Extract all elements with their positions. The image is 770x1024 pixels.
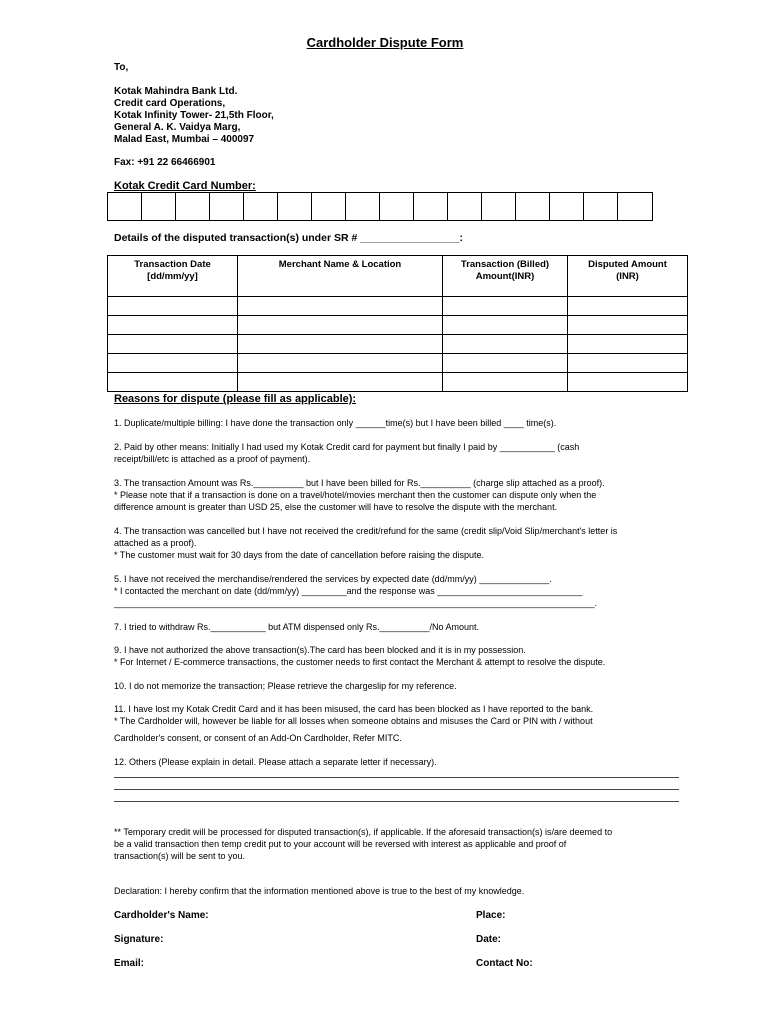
explanation-line[interactable]: [114, 789, 679, 790]
table-cell[interactable]: [238, 297, 443, 316]
card-digit-box[interactable]: [210, 193, 244, 220]
card-digit-box[interactable]: [278, 193, 312, 220]
card-digit-box[interactable]: [618, 193, 652, 220]
column-header-date: Transaction Date [dd/mm/yy]: [108, 256, 238, 297]
signature-label: Signature:: [114, 934, 164, 945]
table-cell[interactable]: [443, 354, 568, 373]
table-row[interactable]: [108, 335, 688, 354]
table-cell[interactable]: [568, 297, 688, 316]
reason-1: 1. Duplicate/multiple billing: I have done the transaction only ______time(s) but I have been billed ____ time(s).: [114, 418, 557, 428]
reason-3-note: * Please note that if a transaction is done on a travel/hotel/movies merchant then the customer can dispute only when the: [114, 490, 597, 500]
card-digit-box[interactable]: [584, 193, 618, 220]
table-cell[interactable]: [568, 316, 688, 335]
table-cell[interactable]: [238, 335, 443, 354]
card-digit-box[interactable]: [244, 193, 278, 220]
address-line: General A. K. Vaidya Marg,: [114, 122, 241, 133]
reason-2: 2. Paid by other means: Initially I had used my Kotak Credit card for payment but finally I paid by ___________ (cash: [114, 442, 580, 452]
transactions-table: [107, 255, 688, 392]
reason-3-note-cont: difference amount is greater than USD 25, else the customer will have to resolve the dispute with the merchant.: [114, 502, 558, 512]
declaration: Declaration: I hereby confirm that the information mentioned above is true to the best of my knowledge.: [114, 886, 525, 896]
reason-10: 10. I do not memorize the transaction; Please retrieve the chargeslip for my reference.: [114, 681, 457, 691]
reason-4-note: * The customer must wait for 30 days from the date of cancellation before raising the dispute.: [114, 550, 485, 560]
card-digit-box[interactable]: [516, 193, 550, 220]
card-digit-box[interactable]: [550, 193, 584, 220]
place-label: Place:: [476, 910, 506, 921]
card-digit-box[interactable]: [448, 193, 482, 220]
table-cell[interactable]: [108, 297, 238, 316]
reason-5-response-line: ________________________________________________________________________________________________.: [114, 598, 598, 608]
fax-number: Fax: +91 22 66466901: [114, 157, 216, 168]
table-cell[interactable]: [238, 373, 443, 392]
column-header-billed-amount: Transaction (Billed) Amount(INR): [443, 256, 568, 297]
reasons-heading: Reasons for dispute (please fill as applicable):: [114, 393, 357, 405]
reason-11-note: * The Cardholder will, however be liable for all losses when someone obtains and misuses the Card or PIN with / without: [114, 716, 593, 726]
reason-3: 3. The transaction Amount was Rs.__________ but I have been billed for Rs.__________ (charge slip attached as a proof).: [114, 478, 605, 488]
explanation-line[interactable]: [114, 777, 679, 778]
reason-11-note-cont: Cardholder's consent, or consent of an Add-On Cardholder, Refer MITC.: [114, 733, 402, 743]
card-digit-box[interactable]: [142, 193, 176, 220]
table-cell[interactable]: [108, 373, 238, 392]
column-header-disputed-amount: Disputed Amount (INR): [568, 256, 688, 297]
reason-5-contact: * I contacted the merchant on date (dd/mm/yy) _________and the response was _____________________________: [114, 586, 583, 596]
table-cell[interactable]: [568, 373, 688, 392]
card-digit-box[interactable]: [312, 193, 346, 220]
table-header-row: [108, 256, 688, 297]
note-line: be a valid transaction then temp credit put to your account will be reversed with interest as applicable and proof of: [114, 839, 567, 849]
table-cell[interactable]: [238, 354, 443, 373]
table-row[interactable]: [108, 354, 688, 373]
cardholder-name-label: Cardholder's Name:: [114, 910, 209, 921]
address-line: Credit card Operations,: [114, 98, 226, 109]
reason-11: 11. I have lost my Kotak Credit Card and it has been misused, the card has been blocked as I have reported to the bank.: [114, 704, 594, 714]
table-cell[interactable]: [108, 316, 238, 335]
card-number-label: Kotak Credit Card Number:: [114, 180, 256, 192]
table-cell[interactable]: [443, 373, 568, 392]
date-label: Date:: [476, 934, 502, 945]
card-digit-box[interactable]: [346, 193, 380, 220]
table-cell[interactable]: [238, 316, 443, 335]
note-line: ** Temporary credit will be processed for disputed transaction(s), if applicable. If the aforesaid transaction(s) is/are deemed to: [114, 827, 613, 837]
address-line: Kotak Mahindra Bank Ltd.: [114, 86, 238, 97]
reason-5: 5. I have not received the merchandise/rendered the services by expected date (dd/mm/yy) ______________.: [114, 574, 552, 584]
explanation-line[interactable]: [114, 801, 679, 802]
card-digit-box[interactable]: [108, 193, 142, 220]
card-digit-box[interactable]: [414, 193, 448, 220]
table-cell[interactable]: [568, 335, 688, 354]
table-cell[interactable]: [568, 354, 688, 373]
address-line: Kotak Infinity Tower- 21,5th Floor,: [114, 110, 274, 121]
table-row[interactable]: [108, 316, 688, 335]
table-row[interactable]: [108, 297, 688, 316]
address-line: Malad East, Mumbai – 400097: [114, 134, 255, 145]
reason-7: 7. I tried to withdraw Rs.___________ but ATM dispensed only Rs.__________/No Amount.: [114, 622, 480, 632]
table-row[interactable]: [108, 373, 688, 392]
reason-2-cont: receipt/bill/etc is attached as a proof of payment).: [114, 454, 311, 464]
reason-9-note: * For Internet / E-commerce transactions, the customer needs to first contact the Merchant & attempt to resolve the dispute.: [114, 657, 606, 667]
salutation: To,: [114, 62, 129, 73]
table-cell[interactable]: [108, 354, 238, 373]
table-cell[interactable]: [443, 335, 568, 354]
table-cell[interactable]: [443, 316, 568, 335]
contact-number-label: Contact No:: [476, 958, 533, 969]
note-line: transaction(s) will be sent to you.: [114, 851, 246, 861]
column-header-merchant: Merchant Name & Location: [238, 256, 443, 297]
card-digit-box[interactable]: [482, 193, 516, 220]
card-number-boxes[interactable]: [107, 192, 653, 221]
card-digit-box[interactable]: [176, 193, 210, 220]
table-cell[interactable]: [443, 297, 568, 316]
details-heading: Details of the disputed transaction(s) under SR # _________________:: [114, 232, 463, 244]
reason-4: 4. The transaction was cancelled but I have not received the credit/refund for the same (credit slip/Void Slip/merchant's letter is: [114, 526, 618, 536]
reason-4-cont: attached as a proof).: [114, 538, 197, 548]
page-title: Cardholder Dispute Form: [306, 35, 464, 50]
email-label: Email:: [114, 958, 145, 969]
reason-12: 12. Others (Please explain in detail. Please attach a separate letter if necessary).: [114, 757, 437, 767]
reason-9: 9. I have not authorized the above transaction(s).The card has been blocked and it is in my possession.: [114, 645, 526, 655]
table-cell[interactable]: [108, 335, 238, 354]
card-digit-box[interactable]: [380, 193, 414, 220]
